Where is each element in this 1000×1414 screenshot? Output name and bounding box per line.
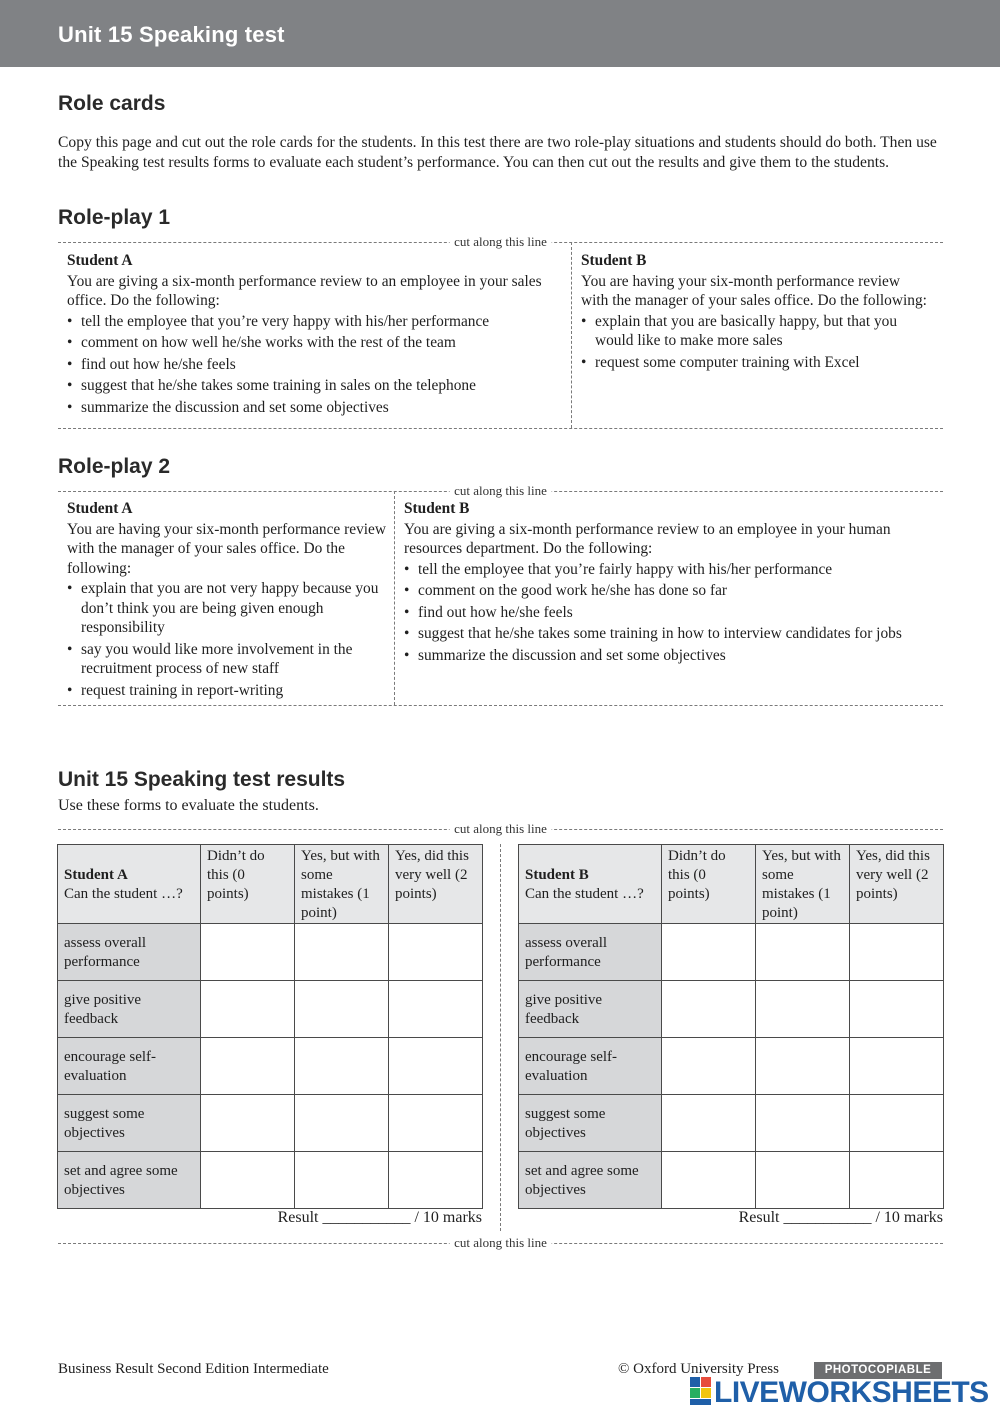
column-header: Yes, did this very well (2 points): [389, 845, 483, 924]
cut-label: cut along this line: [449, 820, 552, 838]
criterion-cell: encourage self-evaluation: [58, 1038, 201, 1095]
column-header: Didn’t do this (0 points): [201, 845, 295, 924]
score-cell[interactable]: [201, 924, 295, 981]
table-row: [58, 1038, 483, 1095]
results-table-student-b: [518, 844, 944, 1209]
card-instructions: You are having your six-month performance review with the manager of your sales office. Do the following:: [67, 520, 386, 577]
question-label: Can the student …?: [64, 886, 183, 902]
score-cell[interactable]: [756, 1038, 850, 1095]
student-b-title: Student B: [581, 252, 647, 269]
table-row: [519, 1038, 944, 1095]
score-cell[interactable]: [295, 981, 389, 1038]
cut-line: [58, 234, 943, 249]
cut-label: cut along this line: [449, 1234, 552, 1252]
criterion-cell: suggest some objectives: [58, 1095, 201, 1152]
list-item: • suggest that he/she takes some training in sales on the telephone: [67, 376, 565, 396]
score-cell[interactable]: [850, 1152, 944, 1209]
criterion-cell: encourage self-evaluation: [519, 1038, 662, 1095]
table-header-row: [519, 845, 944, 924]
cut-line: [58, 428, 943, 429]
roleplay2-student-b-card: [404, 499, 934, 667]
student-b-title: Student B: [404, 500, 470, 517]
form-divider: [500, 844, 501, 1231]
score-cell[interactable]: [389, 924, 483, 981]
column-header: Yes, did this very well (2 points): [850, 845, 944, 924]
role-cards-heading: Role cards: [58, 92, 166, 115]
card-bullets: [581, 312, 931, 373]
criterion-cell: set and agree some objectives: [58, 1152, 201, 1209]
score-cell[interactable]: [662, 1038, 756, 1095]
score-cell[interactable]: [850, 1038, 944, 1095]
score-cell[interactable]: [850, 981, 944, 1038]
roleplay1-student-b-card: [581, 251, 931, 374]
score-cell[interactable]: [850, 1095, 944, 1152]
criterion-cell: give positive feedback: [519, 981, 662, 1038]
score-cell[interactable]: [295, 924, 389, 981]
student-a-title: Student A: [67, 252, 133, 269]
score-cell[interactable]: [662, 1152, 756, 1209]
score-cell[interactable]: [662, 924, 756, 981]
score-cell[interactable]: [389, 1038, 483, 1095]
table-row: [58, 981, 483, 1038]
score-cell[interactable]: [201, 981, 295, 1038]
student-a-title: Student A: [67, 500, 133, 517]
list-item: • request some computer training with Excel: [581, 353, 931, 373]
result-line-student-a[interactable]: Result ___________ / 10 marks: [277, 1209, 482, 1226]
list-item: • suggest that he/she takes some training in how to interview candidates for jobs: [404, 624, 934, 644]
roleplay1-student-a-card: [67, 251, 565, 419]
card-bullets: [404, 560, 934, 666]
cut-line: [58, 1235, 943, 1250]
score-cell[interactable]: [662, 1095, 756, 1152]
list-item: • explain that you are basically happy, but that you would like to make more sales: [581, 312, 931, 351]
score-cell[interactable]: [662, 981, 756, 1038]
table-row: [519, 1152, 944, 1209]
card-instructions: You are having your six-month performance review with the manager of your sales office. Do the following:: [581, 272, 927, 309]
list-item: • say you would like more involvement in the recruitment process of new staff: [67, 640, 387, 679]
student-label: Student B: [525, 867, 589, 883]
score-cell[interactable]: [389, 1095, 483, 1152]
list-item: • find out how he/she feels: [67, 355, 565, 375]
criterion-cell: give positive feedback: [58, 981, 201, 1038]
column-header: Didn’t do this (0 points): [662, 845, 756, 924]
score-cell[interactable]: [295, 1152, 389, 1209]
card-divider: [394, 491, 395, 705]
list-item: • summarize the discussion and set some objectives: [67, 398, 565, 418]
cut-label: cut along this line: [449, 482, 552, 500]
card-instructions: You are giving a six-month performance review to an employee in your sales office. Do the following:: [67, 272, 542, 309]
list-item: • request training in report-writing: [67, 681, 387, 701]
table-header-row: [58, 845, 483, 924]
intro-paragraph: Copy this page and cut out the role cards for the students. In this test there are two role-play situations and students should do both. Then use the Speaking test results forms to evaluate each student’s performance. You can then cut out the results and give them to the students.: [58, 134, 937, 171]
column-header: Yes, but with some mistakes (1 point): [295, 845, 389, 924]
page-title: Unit 15 Speaking test: [58, 22, 285, 47]
table-row: [58, 1095, 483, 1152]
student-label: Student A: [64, 867, 128, 883]
result-line-student-b[interactable]: Result ___________ / 10 marks: [738, 1209, 943, 1226]
score-cell[interactable]: [295, 1038, 389, 1095]
table-row: [58, 924, 483, 981]
results-heading: Unit 15 Speaking test results: [58, 768, 346, 791]
score-cell[interactable]: [201, 1095, 295, 1152]
score-cell[interactable]: [201, 1038, 295, 1095]
score-cell[interactable]: [756, 1095, 850, 1152]
table-row: [519, 924, 944, 981]
score-cell[interactable]: [756, 924, 850, 981]
card-instructions: You are giving a six-month performance review to an employee in your human resources department. Do the following:: [404, 520, 891, 557]
column-header: Yes, but with some mistakes (1 point): [756, 845, 850, 924]
student-header-cell: [519, 845, 662, 924]
score-cell[interactable]: [389, 981, 483, 1038]
liveworksheets-icon: [690, 1377, 712, 1407]
score-cell[interactable]: [389, 1152, 483, 1209]
footer-copyright: © Oxford University Press: [618, 1361, 779, 1377]
criterion-cell: set and agree some objectives: [519, 1152, 662, 1209]
list-item: • find out how he/she feels: [404, 603, 934, 623]
score-cell[interactable]: [850, 924, 944, 981]
card-bullets: [67, 579, 387, 700]
photocopiable-badge: PHOTOCOPIABLE: [814, 1362, 942, 1379]
score-cell[interactable]: [756, 1152, 850, 1209]
table-row: [519, 981, 944, 1038]
card-divider: [571, 242, 572, 428]
table-row: [519, 1095, 944, 1152]
roleplay2-heading: Role-play 2: [58, 455, 171, 478]
question-label: Can the student …?: [525, 886, 644, 902]
list-item: • summarize the discussion and set some objectives: [404, 646, 934, 666]
table-row: [58, 1152, 483, 1209]
list-item: • tell the employee that you’re very happy with his/her performance: [67, 312, 565, 332]
footer-book-title: Business Result Second Edition Intermediate: [58, 1361, 329, 1377]
card-bullets: [67, 312, 565, 418]
results-subtitle: Use these forms to evaluate the students.: [58, 797, 319, 814]
cut-label: cut along this line: [449, 233, 552, 251]
cut-line: [58, 483, 943, 498]
list-item: • explain that you are not very happy because you don’t think you are being given enough responsibility: [67, 579, 387, 638]
criterion-cell: assess overall performance: [519, 924, 662, 981]
cut-line: [58, 821, 943, 836]
list-item: • comment on the good work he/she has done so far: [404, 581, 934, 601]
criterion-cell: suggest some objectives: [519, 1095, 662, 1152]
score-cell[interactable]: [201, 1152, 295, 1209]
list-item: • comment on how well he/she works with the rest of the team: [67, 333, 565, 353]
list-item: • tell the employee that you’re fairly happy with his/her performance: [404, 560, 934, 580]
roleplay2-student-a-card: [67, 499, 387, 702]
liveworksheets-wordmark: LIVEWORKSHEETS: [714, 1376, 989, 1409]
roleplay1-heading: Role-play 1: [58, 206, 171, 229]
results-table-student-a: [57, 844, 483, 1209]
student-header-cell: [58, 845, 201, 924]
score-cell[interactable]: [756, 981, 850, 1038]
criterion-cell: assess overall performance: [58, 924, 201, 981]
cut-line: [58, 705, 943, 706]
score-cell[interactable]: [295, 1095, 389, 1152]
